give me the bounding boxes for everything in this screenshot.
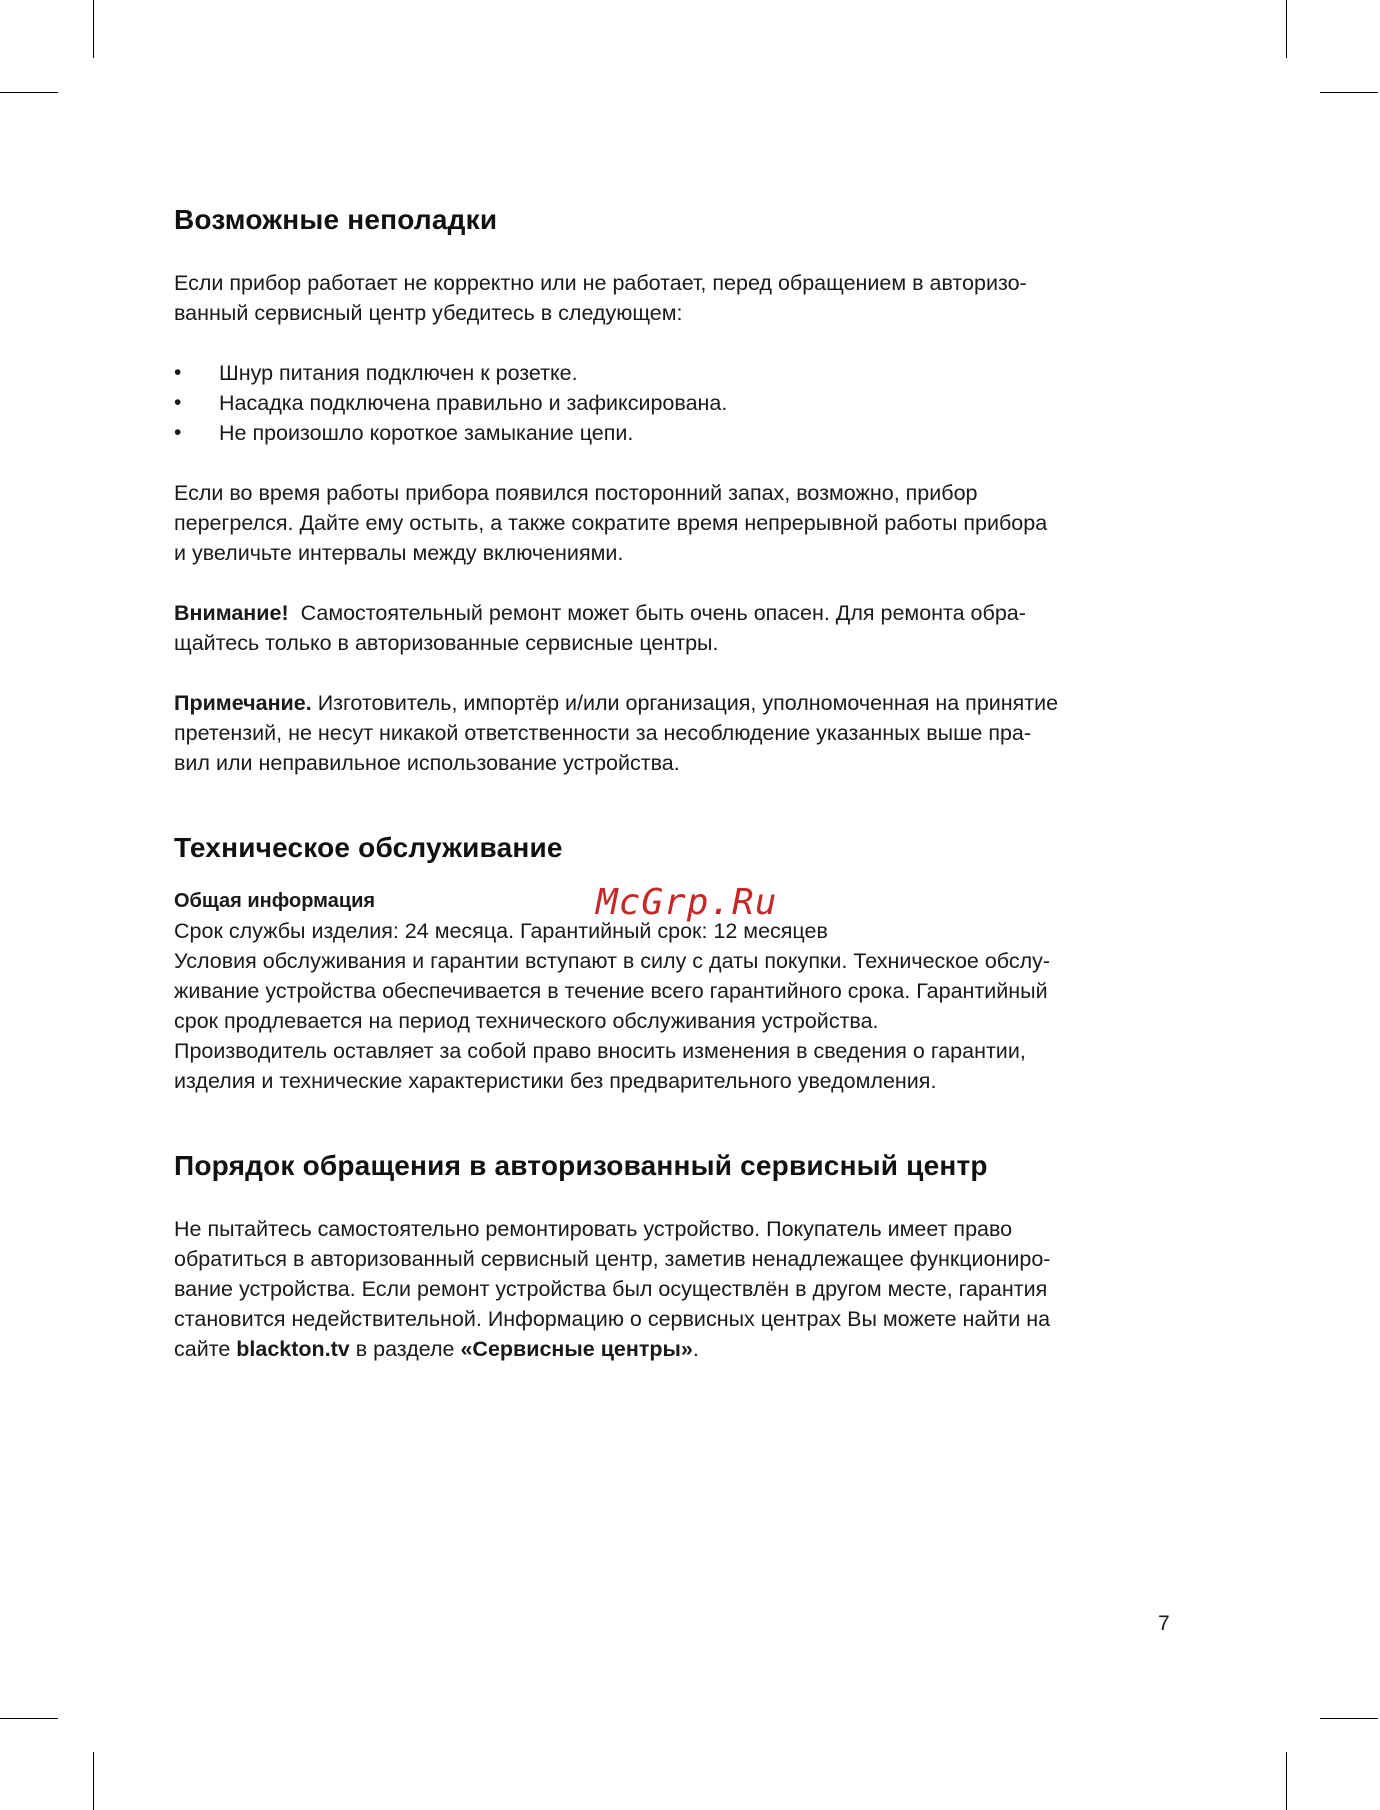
faults-checklist: [174, 358, 1184, 448]
text-line: [174, 1334, 1184, 1364]
note-text: Изготовитель, импортёр и/или организация, уполномоченная на принятие: [317, 691, 1059, 715]
crop-mark: [1286, 0, 1287, 58]
page-content: [174, 198, 1184, 1364]
crop-mark: [0, 1718, 58, 1719]
text-line: Срок службы изделия: 24 месяца. Гарантийный срок: 12 месяцев: [174, 919, 828, 943]
service-centers-link[interactable]: «Сервисные центры»: [460, 1337, 693, 1361]
section-title-maintenance: Техническое обслуживание: [174, 832, 563, 863]
faults-smell-paragraph: [174, 478, 1184, 568]
text-line: живание устройства обеспечивается в течение всего гарантийного срока. Гарантийный: [174, 979, 1048, 1003]
text-line: Условия обслуживания и гарантии вступают в силу с даты покупки. Техническое обслу-: [174, 949, 1051, 973]
text-line: Не пытайтесь самостоятельно ремонтировать устройство. Покупатель имеет право: [174, 1217, 1013, 1241]
watermark: McGrp.Ru: [596, 882, 778, 923]
text-line: и увеличьте интервалы между включениями.: [174, 541, 624, 565]
text-line: срок продлевается на период технического обслуживания устройства.: [174, 1009, 879, 1033]
text-fragment: .: [692, 1337, 699, 1361]
text-line: Если во время работы прибора появился посторонний запах, возможно, прибор: [174, 481, 978, 505]
maintenance-text: [174, 916, 1184, 1096]
text-line: [174, 688, 1184, 718]
page-number: 7: [1158, 1612, 1170, 1635]
crop-mark: [93, 1752, 94, 1810]
note-paragraph: [174, 688, 1184, 778]
section-title-faults: Возможные неполадки: [174, 204, 498, 235]
note-label: Примечание.: [174, 691, 312, 715]
faults-intro: [174, 268, 1184, 328]
text-fragment: в разделе: [349, 1337, 461, 1361]
text-line: становится недействительной. Информацию о сервисных центрах Вы можете найти на: [174, 1307, 1051, 1331]
list-item: • Не произошло короткое замыкание цепи.: [174, 418, 1184, 448]
text-line: ванный сервисный центр убедитесь в следующем:: [174, 301, 683, 325]
text-line: [174, 598, 1184, 628]
text-line: вание устройства. Если ремонт устройства был осуществлён в другом месте, гарантия: [174, 1277, 1048, 1301]
text-line: Если прибор работает не корректно или не работает, перед обращением в авторизо-: [174, 271, 1027, 295]
list-item: • Шнур питания подключен к розетке.: [174, 358, 1184, 388]
crop-mark: [0, 92, 58, 93]
text-line: претензий, не несут никакой ответственности за несоблюдение указанных выше пра-: [174, 721, 1032, 745]
text-line: обратиться в авторизованный сервисный центр, заметив ненадлежащее функциониро-: [174, 1247, 1051, 1271]
crop-mark: [1320, 92, 1378, 93]
list-item: • Насадка подключена правильно и зафиксирована.: [174, 388, 1184, 418]
crop-mark: [1286, 1752, 1287, 1810]
text-line: вил или неправильное использование устройства.: [174, 751, 680, 775]
warning-paragraph: [174, 598, 1184, 658]
site-link[interactable]: blackton.tv: [236, 1337, 350, 1361]
text-line: щайтесь только в авторизованные сервисные центры.: [174, 631, 719, 655]
service-text: [174, 1214, 1184, 1364]
crop-mark: [1320, 1718, 1378, 1719]
warning-text: Самостоятельный ремонт может быть очень опасен. Для ремонта обра-: [300, 601, 1026, 625]
text-line: изделия и технические характеристики без предварительного уведомления.: [174, 1069, 937, 1093]
section-title-service: Порядок обращения в авторизованный сервисный центр: [174, 1150, 988, 1181]
maintenance-subtitle: Общая информация: [174, 890, 376, 912]
text-line: перегрелся. Дайте ему остыть, а также сократите время непрерывной работы прибора: [174, 511, 1048, 535]
text-line: Производитель оставляет за собой право вносить изменения в сведения о гарантии,: [174, 1039, 1026, 1063]
crop-mark: [93, 0, 94, 58]
text-fragment: сайте: [174, 1337, 237, 1361]
warning-label: Внимание!: [174, 601, 289, 625]
